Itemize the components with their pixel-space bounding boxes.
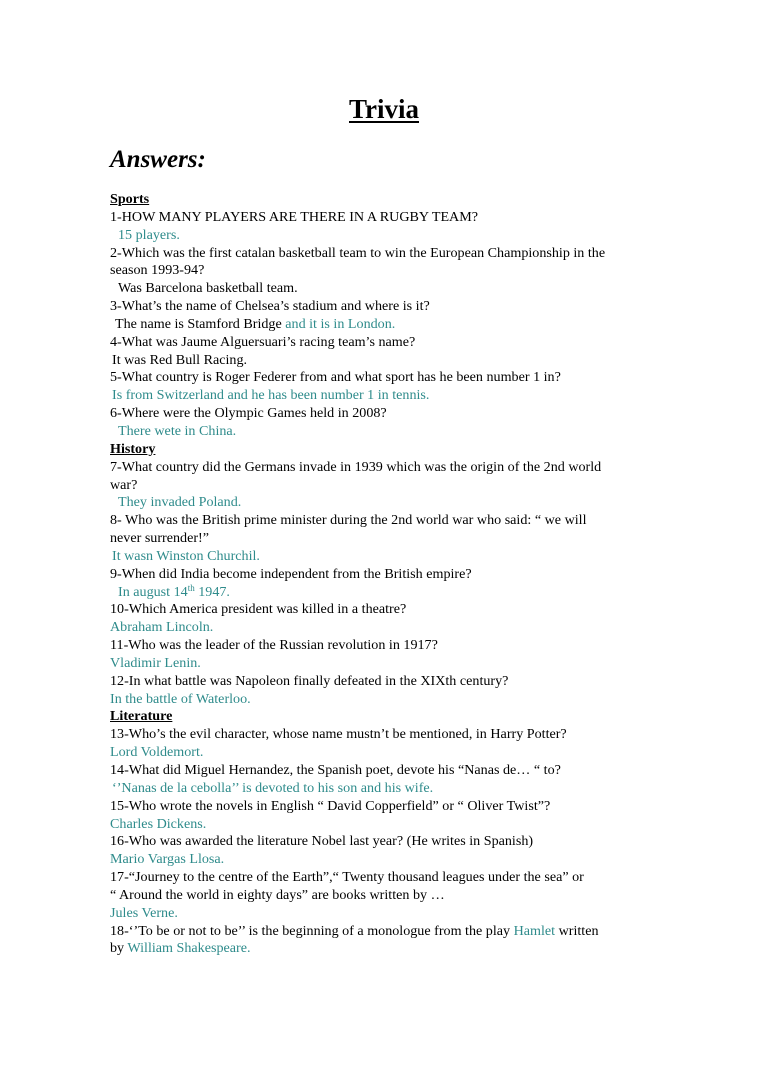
answer-4: It was Red Bull Racing. xyxy=(112,351,248,368)
answer-5: Is from Switzerland and he has been number 1 in tennis. xyxy=(112,387,430,404)
question-7-line-1: 7-What country did the Germans invade in 1939 which was the origin of the 2nd world xyxy=(110,458,602,475)
question-2-line-1: 2-Which was the first catalan basketball team to win the European Championship in the xyxy=(110,244,606,261)
trivia-content xyxy=(110,191,658,958)
answer-17: Jules Verne. xyxy=(110,904,178,921)
answer-14: ‘’Nanas de la cebolla’’ is devoted to his son and his wife. xyxy=(112,779,434,796)
question-14: 14-What did Miguel Hernandez, the Spanish poet, devote his “Nanas de… “ to? xyxy=(110,762,561,778)
question-8-line-2: never surrender!” xyxy=(110,530,209,547)
question-18-line-2 xyxy=(110,940,658,958)
section-heading-history: History xyxy=(110,440,156,457)
question-7-line-2: war? xyxy=(110,476,138,493)
question-18-by: by xyxy=(110,940,128,957)
question-2-line-2: season 1993-94? xyxy=(110,262,205,279)
answer-9-date: In august 14 xyxy=(118,583,188,600)
answer-18: William Shakespeare. xyxy=(127,940,251,957)
answer-15: Charles Dickens. xyxy=(110,815,207,832)
answer-16: Mario Vargas Llosa. xyxy=(110,851,225,868)
answer-13: Lord Voldemort. xyxy=(110,744,204,761)
question-12: 12-In what battle was Napoleon finally defeated in the XIXth century? xyxy=(110,672,509,689)
answer-3-highlight: and it is in London. xyxy=(281,315,396,332)
section-heading-sports: Sports xyxy=(110,191,150,207)
answer-1: 15 players. xyxy=(118,226,180,243)
question-1: 1-HOW MANY PLAYERS ARE THERE IN A RUGBY TEAM? xyxy=(110,208,479,225)
answer-11: Vladimir Lenin. xyxy=(110,654,201,671)
answer-9-year: 1947. xyxy=(194,583,230,600)
page-title: Trivia xyxy=(349,94,419,124)
question-6: 6-Where were the Olympic Games held in 2008? xyxy=(110,405,387,422)
question-18-text: 18-‘’To be or not to be’’ is the beginning of a monologue from the play xyxy=(110,922,514,939)
question-9: 9-When did India become independent from the British empire? xyxy=(110,565,472,582)
question-5: 5-What country is Roger Federer from and what sport has he been number 1 in? xyxy=(110,369,561,386)
question-3: 3-What’s the name of Chelsea’s stadium and where is it? xyxy=(110,298,430,315)
answer-12: In the battle of Waterloo. xyxy=(110,690,251,707)
answer-8: It wasn Winston Churchil. xyxy=(112,547,260,564)
question-17-line-2: “ Around the world in eighty days” are books written by … xyxy=(110,886,445,903)
question-10: 10-Which America president was killed in a theatre? xyxy=(110,601,407,618)
answer-9-ordinal: th xyxy=(187,582,195,593)
question-11: 11-Who was the leader of the Russian revolution in 1917? xyxy=(110,637,438,654)
question-4: 4-What was Jaume Alguersuari’s racing team’s name? xyxy=(110,333,416,350)
answer-3 xyxy=(110,316,658,334)
question-18-answer-play: Hamlet xyxy=(513,922,556,939)
answer-3-text: The name is Stamford Bridge xyxy=(115,315,282,332)
answer-2: Was Barcelona basketball team. xyxy=(118,280,298,297)
question-8-line-1: 8- Who was the British prime minister during the 2nd world war who said: “ we will xyxy=(110,512,587,529)
answer-10: Abraham Lincoln. xyxy=(110,619,214,636)
question-16: 16-Who was awarded the literature Nobel last year? (He writes in Spanish) xyxy=(110,833,534,850)
answer-6: There wete in China. xyxy=(118,422,237,439)
question-13: 13-Who’s the evil character, whose name mustn’t be mentioned, in Harry Potter? xyxy=(110,726,567,743)
question-15: 15-Who wrote the novels in English “ David Copperfield” or “ Oliver Twist”? xyxy=(110,797,551,814)
answer-9 xyxy=(110,584,658,602)
answer-7: They invaded Poland. xyxy=(118,494,242,511)
question-17-line-1: 17-“Journey to the centre of the Earth”,“ Twenty thousand leagues under the sea” or xyxy=(110,869,584,886)
question-18-line-1 xyxy=(110,923,658,941)
section-heading-literature: Literature xyxy=(110,708,173,725)
question-18-text-end: written xyxy=(555,922,599,939)
answers-heading: Answers: xyxy=(110,146,206,173)
